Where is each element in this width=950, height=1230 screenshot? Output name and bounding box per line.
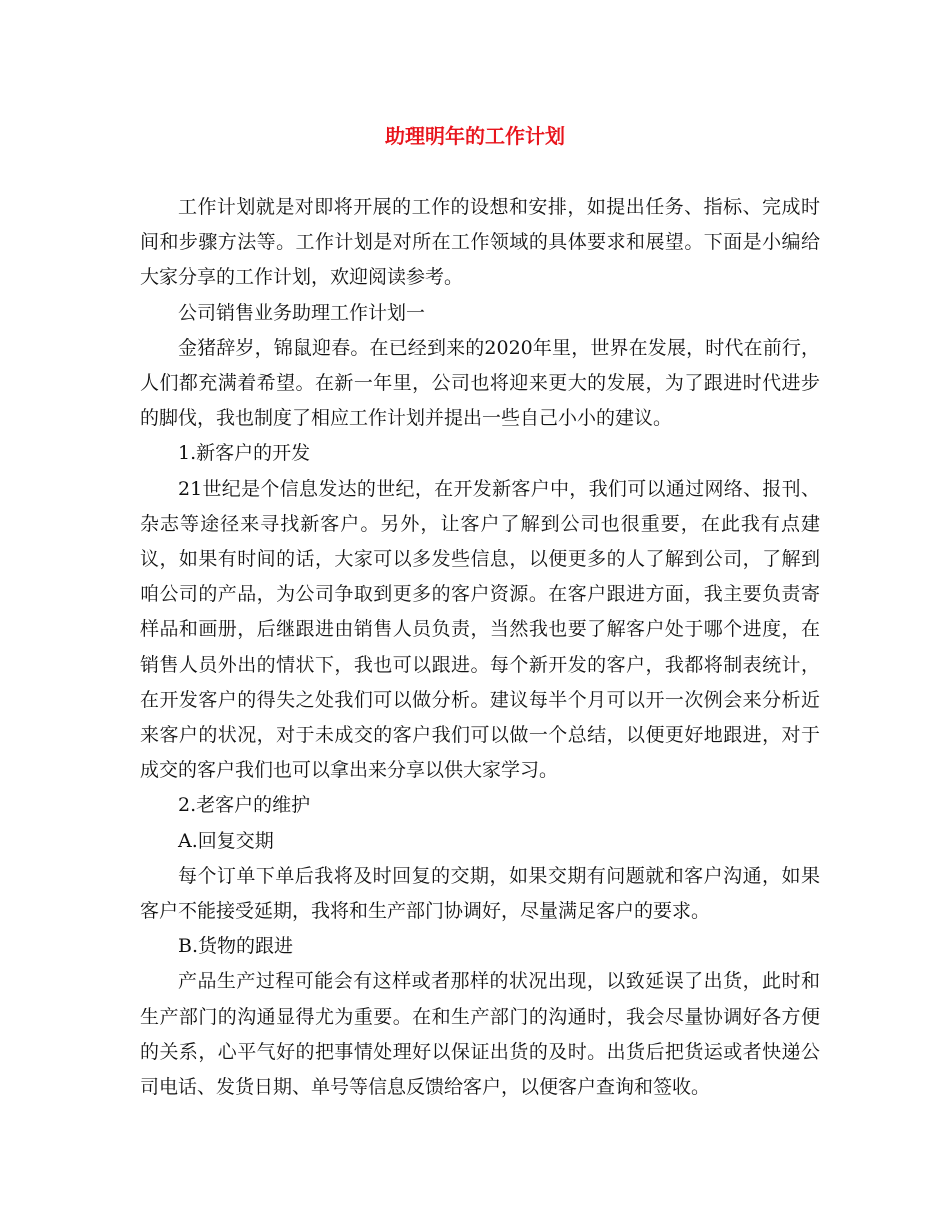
document-body <box>140 190 820 1105</box>
subsection-heading: 1.新客户的开发 <box>178 442 311 465</box>
body-paragraph: 产品生产过程可能会有这样或者那样的状况出现，以致延误了出货，此时和生产部门的沟通显得尤为重要。在和生产部门的沟通时，我会尽量协调好各方便的关系，心平气好的把事情处理好以保证出货的及时。出货后把货运或者快递公司电话、发货日期、单号等信息反馈给客户，以便客户查询和签收。 <box>140 970 820 1099</box>
intro-paragraph: 工作计划就是对即将开展的工作的设想和安排，如提出任务、指标、完成时间和步骤方法等。工作计划是对所在工作领域的具体要求和展望。下面是小编给大家分享的工作计划，欢迎阅读参考。 <box>140 196 820 289</box>
body-paragraph: 21世纪是个信息发达的世纪，在开发新客户中，我们可以通过网络、报刊、杂志等途径来寻找新客户。另外，让客户了解到公司也很重要，在此我有点建议，如果有时间的话，大家可以多发些信息，以便更多的人了解到公司，了解到咱公司的产品，为公司争取到更多的客户资源。在客户跟进方面，我主要负责寄样品和画册，后继跟进由销售人员负责，当然我也要了解客户处于哪个进度，在销售人员外出的情状下，我也可以跟进。每个新开发的客户，我都将制表统计，在开发客户的得失之处我们可以做分析。建议每半个月可以开一次例会来分析近来客户的状况，对于未成交的客户我们可以做一个总结，以便更好地跟进，对于成交的客户我们也可以拿出来分享以供大家学习。 <box>140 477 820 782</box>
subsection-heading: 2.老客户的维护 <box>178 794 311 817</box>
document-title: 助理明年的工作计划 <box>385 124 565 148</box>
section-heading: 公司销售业务助理工作计划一 <box>178 301 426 324</box>
item-heading: B.货物的跟进 <box>178 935 294 958</box>
body-paragraph: 金猪辞岁，锦鼠迎春。在已经到来的2020年里，世界在发展，时代在前行，人们都充满着希望。在新一年里，公司也将迎来更大的发展，为了跟进时代进步的脚伐，我也制度了相应工作计划并提出一些自己小小的建议。 <box>140 336 820 430</box>
item-heading: A.回复交期 <box>178 829 274 852</box>
body-paragraph: 每个订单下单后我将及时回复的交期，如果交期有问题就和客户沟通，如果客户不能接受延期，我将和生产部门协调好，尽量满足客户的要求。 <box>140 864 820 923</box>
